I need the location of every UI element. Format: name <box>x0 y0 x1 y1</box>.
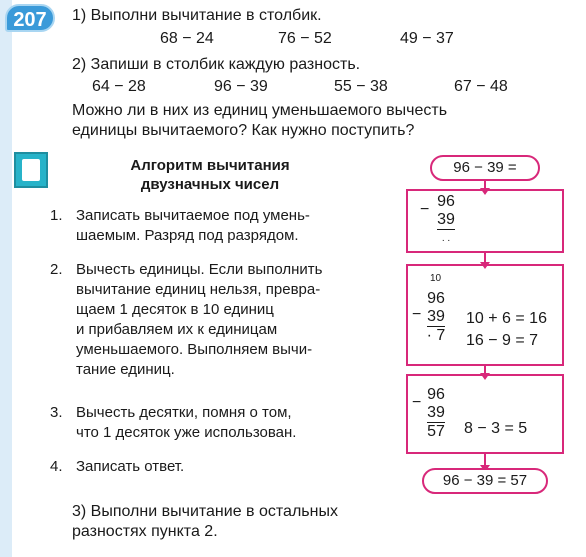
part2-question: единицы вычитаемого? Как нужно поступить? <box>72 122 415 139</box>
part1-item: 49 − 37 <box>400 30 454 47</box>
minus-sign: − <box>412 394 422 411</box>
subtrahend: 39 <box>437 211 455 228</box>
part2-item: 55 − 38 <box>334 78 388 95</box>
part3-text: 3) Выполни вычитание в остальных <box>72 503 338 520</box>
part2-question: Можно ли в них из единиц уменьшаемого вычесть <box>72 102 448 119</box>
part1-item: 76 − 52 <box>278 30 332 47</box>
units-equation: 16 − 9 = 7 <box>466 332 539 349</box>
algorithm-title: Алгоритм вычитания двузначных чисел <box>130 157 290 193</box>
minus-sign: − <box>420 201 430 218</box>
part2-item: 64 − 28 <box>92 78 146 95</box>
algorithm-step: 2. Вычесть единицы. Если выполнить вычитание единиц нельзя, превра- щаем 1 десяток в 10 единиц и прибавляем их к единицам уменьшаемого. Выполняем вычи- тание единиц. <box>50 261 323 378</box>
flow-arrow <box>484 454 486 466</box>
part2-item: 96 − 39 <box>214 78 268 95</box>
part1-item: 68 − 24 <box>160 30 214 47</box>
exercise-number-badge: 207 <box>5 4 55 32</box>
tens-equation: 8 − 3 = 5 <box>464 420 528 437</box>
subtrahend: 39 <box>427 308 445 325</box>
algorithm-step: 3. Вычесть десятки, помня о том, что 1 десяток уже использован. <box>50 404 297 441</box>
partial-result: · 7 <box>426 327 446 344</box>
minuend: 96 <box>437 193 455 210</box>
part2-item: 67 − 48 <box>454 78 508 95</box>
part2-title: 2) Запиши в столбик каждую разность. <box>72 56 361 73</box>
borrow-equation: 10 + 6 = 16 <box>466 310 547 327</box>
left-margin-bar <box>0 0 12 557</box>
diagram-box-step2 <box>406 264 564 366</box>
result-placeholder: . . <box>441 233 451 244</box>
flow-arrow <box>484 181 486 189</box>
minuend: 96 <box>427 290 445 307</box>
minus-sign: − <box>412 306 422 323</box>
flow-arrow <box>484 366 486 374</box>
part1-title: 1) Выполни вычитание в столбик. <box>72 7 322 24</box>
flow-arrow <box>484 253 486 263</box>
final-result: 57 <box>427 423 445 440</box>
algorithm-step: 4. Записать ответ. <box>50 458 185 475</box>
diagram-box-step1 <box>406 189 564 253</box>
diagram-start-oval: 96 − 39 = <box>430 155 540 181</box>
borrow-label: 10 <box>430 273 442 284</box>
subtrahend: 39 <box>427 404 445 421</box>
algorithm-step: 1. Записать вычитаемое под умень- шаемым. Разряд под разрядом. <box>50 207 310 244</box>
minuend: 96 <box>427 386 445 403</box>
diagram-box-step3 <box>406 374 564 454</box>
part3-text: разностях пункта 2. <box>72 523 218 540</box>
diagram-end-oval: 96 − 39 = 57 <box>422 468 548 494</box>
algorithm-icon <box>14 152 48 188</box>
